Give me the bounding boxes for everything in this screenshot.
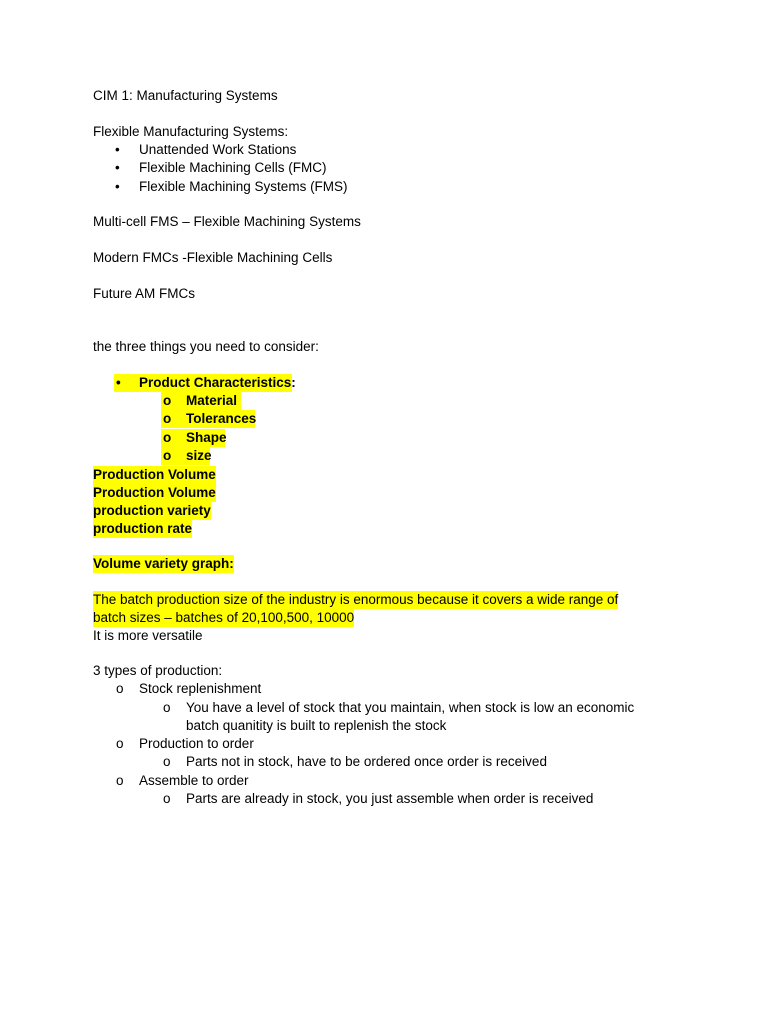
batch-line-2: batch sizes – batches of 20,100,500, 10000 — [93, 610, 355, 625]
product-subitem: Shape — [186, 430, 227, 445]
type-label: Stock replenishment — [139, 681, 262, 696]
fms-item: Flexible Machining Systems (FMS) — [139, 179, 348, 194]
type-label: Assemble to order — [139, 773, 249, 788]
bullet-icon: • — [116, 375, 121, 390]
sub-bullet-icon: o — [116, 773, 124, 788]
multicell-line: Multi-cell FMS – Flexible Machining Systems — [93, 214, 361, 229]
fms-heading: Flexible Manufacturing Systems: — [93, 124, 289, 139]
batch-line-1: The batch production size of the industry is enormous because it covers a wide range of — [93, 592, 619, 607]
sub-bullet-icon: o — [163, 791, 171, 806]
product-subitem: Material — [186, 393, 238, 408]
bullet-icon: • — [115, 142, 120, 157]
production-line: production variety — [93, 503, 211, 518]
types-heading: 3 types of production: — [93, 663, 223, 678]
bullet-icon: • — [115, 179, 120, 194]
production-line: Production Volume — [93, 467, 216, 482]
product-subitem: Tolerances — [186, 411, 257, 426]
sub-bullet-icon: o — [163, 700, 171, 715]
production-line: production rate — [93, 521, 193, 536]
sub-bullet-icon: o — [163, 754, 171, 769]
sub-bullet-icon: o — [163, 430, 172, 445]
product-char-heading: Product Characteristics: — [139, 375, 296, 390]
sub-bullet-icon: o — [163, 411, 172, 426]
type-detail: You have a level of stock that you maintain, when stock is low an economic — [186, 700, 635, 715]
product-subitem-row — [161, 429, 225, 447]
sub-bullet-icon: o — [116, 681, 124, 696]
product-subitem-row — [161, 392, 241, 410]
document-title: CIM 1: Manufacturing Systems — [93, 88, 278, 103]
product-subitem: size — [186, 448, 212, 463]
bullet-icon: • — [115, 160, 120, 175]
sub-bullet-icon: o — [163, 393, 172, 408]
sub-bullet-icon: o — [116, 736, 124, 751]
type-detail: Parts are already in stock, you just assemble when order is received — [186, 791, 594, 806]
product-char-row — [114, 374, 296, 392]
product-subitem-row — [161, 410, 255, 428]
graph-heading: Volume variety graph: — [93, 556, 234, 571]
type-detail: Parts not in stock, have to be ordered once order is received — [186, 754, 547, 769]
type-label: Production to order — [139, 736, 254, 751]
production-line: Production Volume — [93, 485, 216, 500]
sub-bullet-icon: o — [163, 448, 172, 463]
type-detail-continued: batch quanitity is built to replenish the stock — [186, 718, 447, 733]
future-line: Future AM FMCs — [93, 286, 196, 301]
consider-line: the three things you need to consider: — [93, 339, 319, 354]
fms-item: Flexible Machining Cells (FMC) — [139, 160, 327, 175]
versatile-line: It is more versatile — [93, 628, 203, 643]
modern-line: Modern FMCs -Flexible Machining Cells — [93, 250, 333, 265]
fms-item: Unattended Work Stations — [139, 142, 297, 157]
product-subitem-row — [161, 447, 210, 465]
